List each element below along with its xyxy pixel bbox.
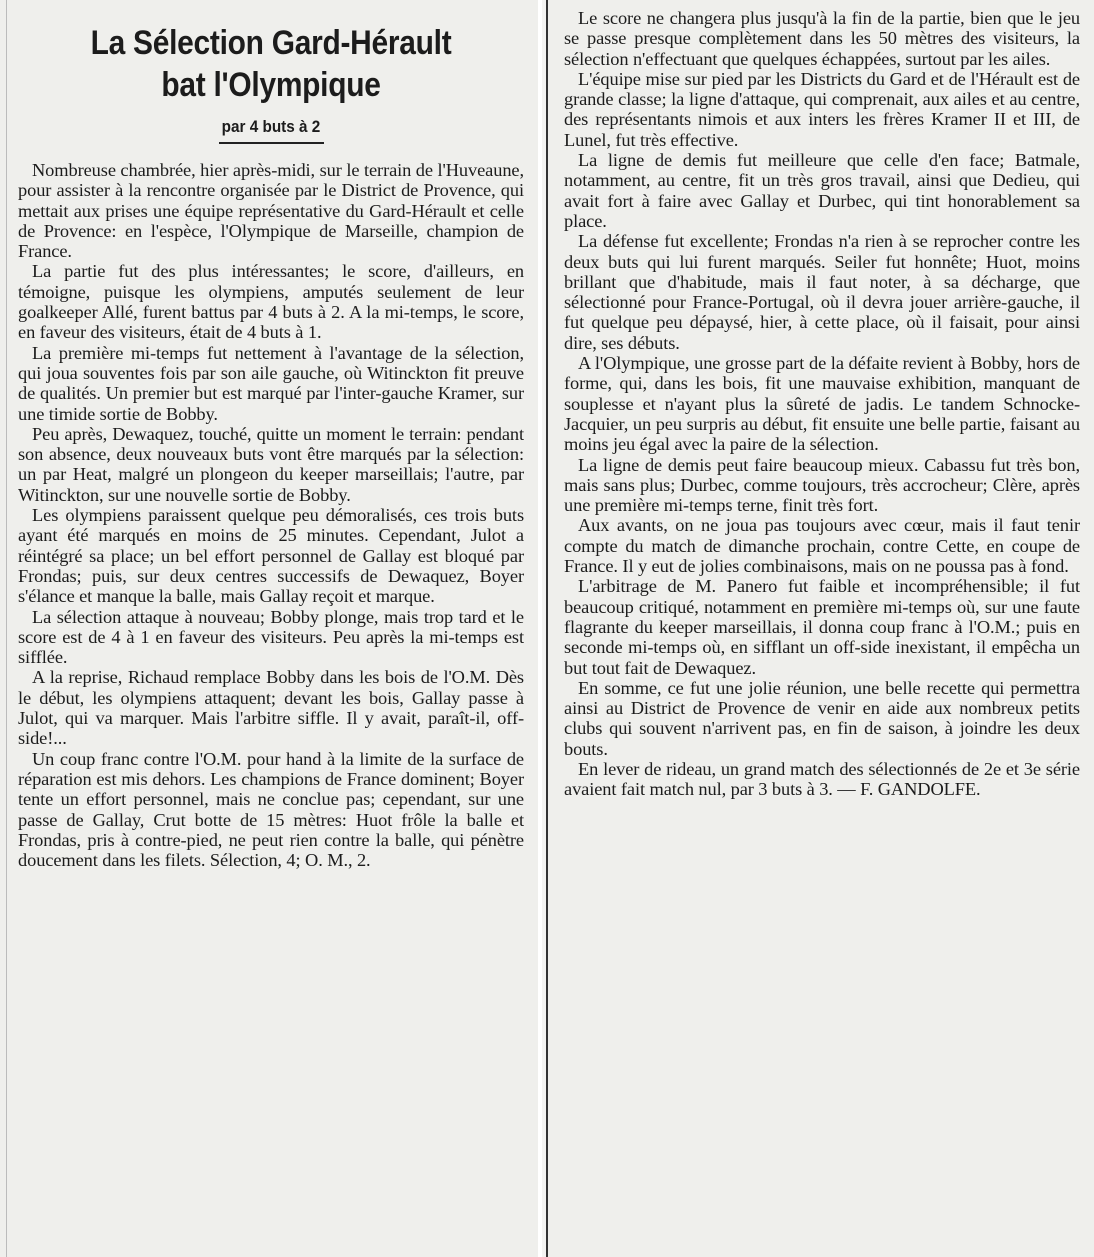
article-paragraph: La première mi-temps fut nettement à l'avantage de la sélection, qui joua souventes fois par son aile gauche, où Witinckton fit preuve de qualités. Un premier but est marqué par l'inter-gauche Kramer, sur une timide sortie de Bobby. <box>18 342 524 424</box>
article-paragraph: Un coup franc contre l'O.M. pour hand à la limite de la surface de réparation est mis dehors. Les champions de France dominent; Boyer tente un effort personnel, mais ne conclue pas; cependant, sur une passe de Gallay, Crut botte de 15 mètres: Huot frôle la balle et Frondas, pris à contre-pied, ne peut rien contre la balle, qui pénètre doucement dans les filets. Sélection, 4; O. M., 2. <box>18 748 524 871</box>
article-paragraph: Les olympiens paraissent quelque peu démoralisés, ces trois buts ayant été marqués en moins de 25 minutes. Cependant, Julot a réintégré sa place; un bel effort personnel de Gallay est bloqué par Frondas; puis, sur deux centres successifs de Dewaquez, Boyer s'élance et manque la balle, mais Gallay reçoit et marque. <box>18 505 524 607</box>
article-paragraph: Aux avants, on ne joua pas toujours avec cœur, mais il faut tenir compte du match de dimanche prochain, contre Cette, en coupe de France. Il y eut de jolies combinaisons, mais on ne poussa pas à fond. <box>564 515 1080 577</box>
article-paragraph: La partie fut des plus intéressantes; le score, d'ailleurs, en témoigne, puisque les olympiens, amputés seulement de leur goalkeeper Allé, furent battus par 4 buts à 2. A la mi-temps, le score, en faveur des visiteurs, était de 4 buts à 1. <box>18 261 524 343</box>
article-paragraph: Peu après, Dewaquez, touché, quitte un moment le terrain: pendant son absence, deux nouveaux buts vont être marqués par la sélection: un par Heat, malgré un plongeon du keeper marseillais; l'autre, par Witinckton, sur une nouvelle sortie de Bobby. <box>18 423 524 505</box>
article-paragraph: L'arbitrage de M. Panero fut faible et incompréhensible; il fut beaucoup critiqué, notamment en première mi-temps où, sur une faute flagrante du keeper marseillais, il donna coup franc à l'O.M.; puis en seconde mi-temps où, en sifflant un off-side inexistant, il empêcha un but tout fait de Dewaquez. <box>564 576 1080 678</box>
headline-line-2: bat l'Olympique <box>161 66 381 104</box>
article-paragraph: En somme, ce fut une jolie réunion, une belle recette qui permettra ainsi au District de Provence de venir en aide aux nombreux petits clubs qui souvent n'arrivent pas, en fin de saison, à joindre les deux bouts. <box>564 677 1080 759</box>
article-body-left <box>18 160 524 870</box>
article-paragraph: Nombreuse chambrée, hier après-midi, sur le terrain de l'Huveaune, pour assister à la rencontre organisée par le District de Provence, qui mettait aux prises une équipe représentative du Gard-Hérault et celle de Provence: en l'espèce, l'Olympique de Marseille, champion de France. <box>18 160 524 262</box>
article-paragraph: L'équipe mise sur pied par les Districts du Gard et de l'Hérault est de grande classe; la ligne d'attaque, qui comprenait, aux ailes et au centre, des représentants nimois et aux inters les frères Kramer II et III, de Lunel, fut très effective. <box>564 68 1080 150</box>
article-body-right <box>564 8 1080 800</box>
article-paragraph: En lever de rideau, un grand match des sélectionnés de 2e et 3e série avaient fait match nul, par 3 buts à 3. — F. GANDOLFE. <box>564 758 1080 800</box>
article-paragraph: La défense fut excellente; Frondas n'a rien à se reprocher contre les deux buts qui lui furent marqués. Seiler fut honnête; Huot, moins brillant que d'habitude, mais il faut noter, à sa décharge, que sélectionné pour France-Portugal, où il devra jouer arrière-gauche, il fut quelque peu dépaysé, hier, à cette place, où il faisait, pour ainsi dire, ses débuts. <box>564 231 1080 353</box>
article-paragraph: A la reprise, Richaud remplace Bobby dans les bois de l'O.M. Dès le début, les olympiens attaquent; devant les bois, Gallay passe à Julot, qui va marquer. Mais l'arbitre siffle. Il y avait, paraît-il, off-side!... <box>18 667 524 749</box>
article-paragraph: La sélection attaque à nouveau; Bobby plonge, mais trop tard et le score est de 4 à 1 en faveur des visiteurs. Peu après la mi-temps est sifflée. <box>18 606 524 668</box>
article-paragraph: Le score ne changera plus jusqu'à la fin de la partie, bien que le jeu se passe presque complètement dans les 50 mètres des visiteurs, la sélection n'effectuant que quelques échappées, surtout par les ailes. <box>564 8 1080 69</box>
article-column-left <box>0 0 542 1257</box>
article-paragraph: A l'Olympique, une grosse part de la défaite revient à Bobby, hors de forme, qui, dans les bois, fit une mauvaise exhibition, manquant de souplesse et n'ayant plus la sûreté de jadis. Le tandem Schnocke-Jacquier, un peu surpris au début, fit ensuite une belle partie, faisant au moins jeu égal avec la paire de la sélection. <box>564 353 1080 455</box>
article-column-right <box>546 0 1094 1257</box>
headline-line-1: La Sélection Gard-Hérault <box>90 24 452 62</box>
article-headline <box>48 22 493 106</box>
article-paragraph: La ligne de demis fut meilleure que celle d'en face; Batmale, notamment, au centre, fit un très gros travail, ainsi que Dedieu, qui avait fort à faire avec Gallay et Durbec, qui tint honorablement sa place. <box>564 150 1080 231</box>
article-paragraph: La ligne de demis peut faire beaucoup mieux. Cabassu fut très bon, mais sans plus; Durbec, comme toujours, très accrocheur; Clère, après une première mi-temps terne, finit très fort. <box>564 454 1080 516</box>
article-subheadline: par 4 buts à 2 <box>221 117 321 136</box>
headline-divider <box>219 142 324 144</box>
